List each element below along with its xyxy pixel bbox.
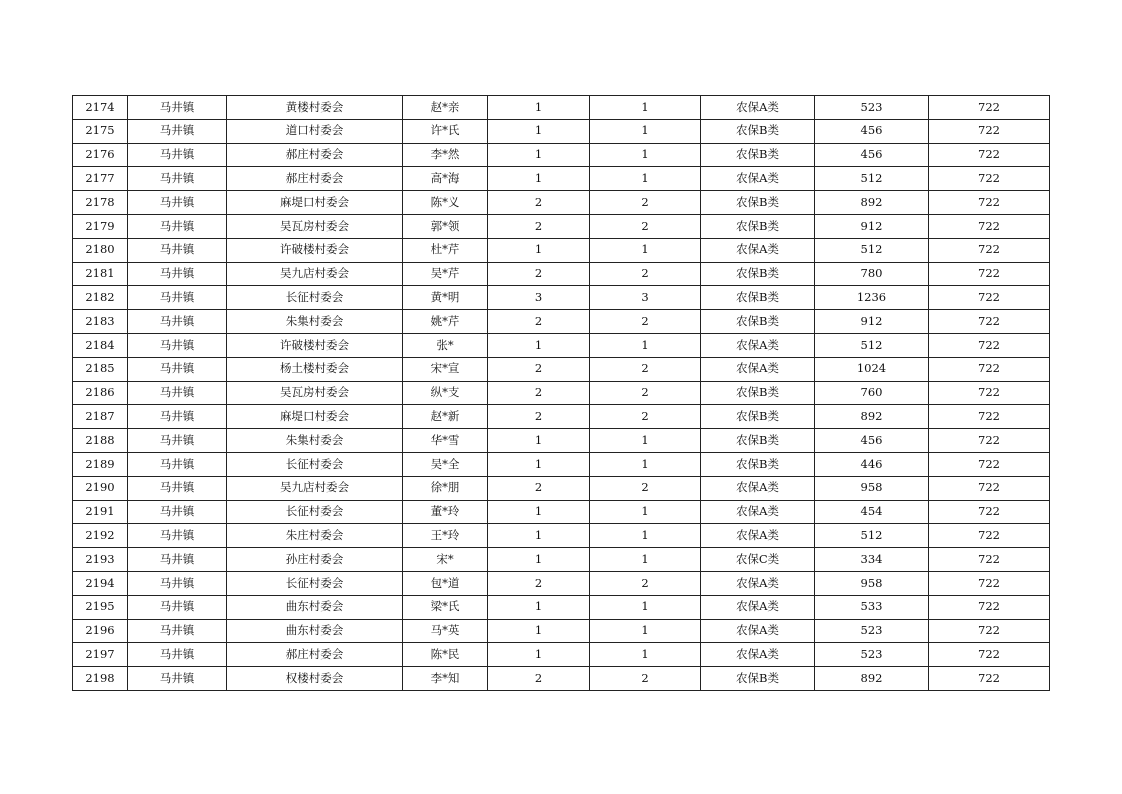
cell-name: 董*玲 bbox=[403, 500, 488, 524]
cell-name: 高*海 bbox=[403, 167, 488, 191]
cell-amount: 334 bbox=[815, 548, 929, 572]
table-row bbox=[73, 452, 1050, 476]
table-row bbox=[73, 381, 1050, 405]
cell-count-a: 2 bbox=[488, 357, 590, 381]
cell-town: 马井镇 bbox=[128, 191, 227, 215]
cell-row-number: 2178 bbox=[73, 191, 128, 215]
cell-village-committee: 曲东村委会 bbox=[227, 619, 403, 643]
cell-standard: 722 bbox=[929, 619, 1050, 643]
cell-amount: 523 bbox=[815, 619, 929, 643]
table-row bbox=[73, 667, 1050, 691]
table-row bbox=[73, 238, 1050, 262]
cell-count-a: 1 bbox=[488, 619, 590, 643]
cell-name: 华*雪 bbox=[403, 429, 488, 453]
table-row bbox=[73, 262, 1050, 286]
cell-row-number: 2196 bbox=[73, 619, 128, 643]
cell-row-number: 2184 bbox=[73, 333, 128, 357]
cell-amount: 512 bbox=[815, 524, 929, 548]
cell-count-a: 2 bbox=[488, 381, 590, 405]
cell-count-a: 1 bbox=[488, 452, 590, 476]
cell-name: 马*英 bbox=[403, 619, 488, 643]
cell-count-b: 2 bbox=[590, 476, 701, 500]
cell-count-a: 2 bbox=[488, 262, 590, 286]
cell-amount: 533 bbox=[815, 595, 929, 619]
cell-count-a: 1 bbox=[488, 548, 590, 572]
cell-row-number: 2181 bbox=[73, 262, 128, 286]
table-body bbox=[73, 96, 1050, 691]
cell-count-a: 2 bbox=[488, 667, 590, 691]
cell-standard: 722 bbox=[929, 357, 1050, 381]
cell-insurance-type: 农保B类 bbox=[701, 310, 815, 334]
cell-amount: 958 bbox=[815, 476, 929, 500]
cell-town: 马井镇 bbox=[128, 429, 227, 453]
cell-standard: 722 bbox=[929, 262, 1050, 286]
cell-name: 宋*宣 bbox=[403, 357, 488, 381]
cell-town: 马井镇 bbox=[128, 405, 227, 429]
cell-row-number: 2187 bbox=[73, 405, 128, 429]
cell-count-b: 1 bbox=[590, 143, 701, 167]
cell-town: 马井镇 bbox=[128, 238, 227, 262]
cell-town: 马井镇 bbox=[128, 595, 227, 619]
cell-village-committee: 吴瓦房村委会 bbox=[227, 381, 403, 405]
cell-count-b: 2 bbox=[590, 667, 701, 691]
cell-standard: 722 bbox=[929, 96, 1050, 120]
cell-count-a: 1 bbox=[488, 429, 590, 453]
cell-insurance-type: 农保A类 bbox=[701, 643, 815, 667]
cell-name: 黄*明 bbox=[403, 286, 488, 310]
cell-count-a: 2 bbox=[488, 571, 590, 595]
cell-count-a: 2 bbox=[488, 405, 590, 429]
cell-insurance-type: 农保B类 bbox=[701, 405, 815, 429]
table-row bbox=[73, 429, 1050, 453]
cell-insurance-type: 农保C类 bbox=[701, 548, 815, 572]
cell-standard: 722 bbox=[929, 429, 1050, 453]
cell-village-committee: 许破楼村委会 bbox=[227, 333, 403, 357]
cell-name: 姚*芹 bbox=[403, 310, 488, 334]
cell-standard: 722 bbox=[929, 476, 1050, 500]
cell-count-b: 1 bbox=[590, 524, 701, 548]
cell-village-committee: 朱庄村委会 bbox=[227, 524, 403, 548]
cell-name: 赵*新 bbox=[403, 405, 488, 429]
cell-village-committee: 郝庄村委会 bbox=[227, 167, 403, 191]
cell-amount: 912 bbox=[815, 310, 929, 334]
cell-insurance-type: 农保A类 bbox=[701, 357, 815, 381]
cell-row-number: 2191 bbox=[73, 500, 128, 524]
cell-count-b: 1 bbox=[590, 619, 701, 643]
table-row bbox=[73, 571, 1050, 595]
cell-row-number: 2175 bbox=[73, 119, 128, 143]
cell-name: 徐*朋 bbox=[403, 476, 488, 500]
cell-count-b: 1 bbox=[590, 333, 701, 357]
cell-town: 马井镇 bbox=[128, 500, 227, 524]
cell-village-committee: 许破楼村委会 bbox=[227, 238, 403, 262]
cell-standard: 722 bbox=[929, 571, 1050, 595]
cell-town: 马井镇 bbox=[128, 333, 227, 357]
cell-name: 赵*亲 bbox=[403, 96, 488, 120]
cell-town: 马井镇 bbox=[128, 667, 227, 691]
cell-count-b: 2 bbox=[590, 405, 701, 429]
table-row bbox=[73, 476, 1050, 500]
cell-town: 马井镇 bbox=[128, 96, 227, 120]
cell-town: 马井镇 bbox=[128, 381, 227, 405]
cell-name: 张* bbox=[403, 333, 488, 357]
cell-village-committee: 麻堤口村委会 bbox=[227, 191, 403, 215]
cell-insurance-type: 农保B类 bbox=[701, 191, 815, 215]
cell-count-b: 1 bbox=[590, 238, 701, 262]
cell-amount: 512 bbox=[815, 238, 929, 262]
cell-standard: 722 bbox=[929, 143, 1050, 167]
cell-row-number: 2198 bbox=[73, 667, 128, 691]
cell-village-committee: 吴九店村委会 bbox=[227, 262, 403, 286]
table-row bbox=[73, 143, 1050, 167]
data-table bbox=[72, 95, 1050, 691]
cell-insurance-type: 农保A类 bbox=[701, 619, 815, 643]
cell-name: 王*玲 bbox=[403, 524, 488, 548]
cell-count-b: 2 bbox=[590, 381, 701, 405]
cell-standard: 722 bbox=[929, 191, 1050, 215]
cell-town: 马井镇 bbox=[128, 524, 227, 548]
cell-count-a: 1 bbox=[488, 524, 590, 548]
cell-insurance-type: 农保A类 bbox=[701, 571, 815, 595]
cell-count-b: 2 bbox=[590, 310, 701, 334]
cell-name: 郭*领 bbox=[403, 214, 488, 238]
cell-standard: 722 bbox=[929, 643, 1050, 667]
cell-count-b: 1 bbox=[590, 452, 701, 476]
table-row bbox=[73, 619, 1050, 643]
cell-village-committee: 孙庄村委会 bbox=[227, 548, 403, 572]
cell-village-committee: 长征村委会 bbox=[227, 452, 403, 476]
cell-standard: 722 bbox=[929, 286, 1050, 310]
cell-row-number: 2189 bbox=[73, 452, 128, 476]
cell-count-b: 1 bbox=[590, 96, 701, 120]
table-row bbox=[73, 96, 1050, 120]
cell-count-b: 2 bbox=[590, 571, 701, 595]
cell-row-number: 2174 bbox=[73, 96, 128, 120]
cell-village-committee: 杨土楼村委会 bbox=[227, 357, 403, 381]
table-row bbox=[73, 119, 1050, 143]
cell-village-committee: 黄楼村委会 bbox=[227, 96, 403, 120]
cell-insurance-type: 农保B类 bbox=[701, 143, 815, 167]
table-row bbox=[73, 548, 1050, 572]
cell-name: 李*然 bbox=[403, 143, 488, 167]
cell-insurance-type: 农保B类 bbox=[701, 119, 815, 143]
cell-name: 包*道 bbox=[403, 571, 488, 595]
cell-amount: 912 bbox=[815, 214, 929, 238]
cell-amount: 512 bbox=[815, 333, 929, 357]
cell-amount: 446 bbox=[815, 452, 929, 476]
cell-village-committee: 长征村委会 bbox=[227, 286, 403, 310]
cell-standard: 722 bbox=[929, 500, 1050, 524]
cell-village-committee: 道口村委会 bbox=[227, 119, 403, 143]
cell-town: 马井镇 bbox=[128, 167, 227, 191]
cell-standard: 722 bbox=[929, 524, 1050, 548]
cell-amount: 456 bbox=[815, 429, 929, 453]
cell-town: 马井镇 bbox=[128, 262, 227, 286]
cell-insurance-type: 农保B类 bbox=[701, 667, 815, 691]
cell-town: 马井镇 bbox=[128, 310, 227, 334]
table-row bbox=[73, 405, 1050, 429]
cell-insurance-type: 农保B类 bbox=[701, 429, 815, 453]
cell-count-b: 3 bbox=[590, 286, 701, 310]
cell-town: 马井镇 bbox=[128, 286, 227, 310]
cell-town: 马井镇 bbox=[128, 619, 227, 643]
cell-amount: 456 bbox=[815, 119, 929, 143]
cell-name: 梁*氏 bbox=[403, 595, 488, 619]
cell-count-b: 2 bbox=[590, 191, 701, 215]
cell-count-a: 1 bbox=[488, 143, 590, 167]
cell-row-number: 2194 bbox=[73, 571, 128, 595]
cell-count-b: 1 bbox=[590, 595, 701, 619]
cell-village-committee: 郝庄村委会 bbox=[227, 643, 403, 667]
cell-amount: 1024 bbox=[815, 357, 929, 381]
cell-standard: 722 bbox=[929, 119, 1050, 143]
cell-count-b: 1 bbox=[590, 500, 701, 524]
cell-insurance-type: 农保A类 bbox=[701, 333, 815, 357]
cell-name: 吴*芹 bbox=[403, 262, 488, 286]
cell-count-b: 2 bbox=[590, 357, 701, 381]
cell-amount: 892 bbox=[815, 191, 929, 215]
cell-name: 杜*芹 bbox=[403, 238, 488, 262]
cell-village-committee: 朱集村委会 bbox=[227, 429, 403, 453]
table-row bbox=[73, 500, 1050, 524]
cell-row-number: 2195 bbox=[73, 595, 128, 619]
cell-count-b: 1 bbox=[590, 119, 701, 143]
cell-insurance-type: 农保B类 bbox=[701, 262, 815, 286]
cell-count-a: 2 bbox=[488, 214, 590, 238]
table-row bbox=[73, 524, 1050, 548]
table-row bbox=[73, 357, 1050, 381]
cell-standard: 722 bbox=[929, 167, 1050, 191]
cell-town: 马井镇 bbox=[128, 214, 227, 238]
cell-amount: 454 bbox=[815, 500, 929, 524]
cell-count-b: 2 bbox=[590, 262, 701, 286]
cell-standard: 722 bbox=[929, 333, 1050, 357]
cell-row-number: 2190 bbox=[73, 476, 128, 500]
cell-row-number: 2192 bbox=[73, 524, 128, 548]
cell-row-number: 2182 bbox=[73, 286, 128, 310]
cell-standard: 722 bbox=[929, 381, 1050, 405]
cell-name: 吴*全 bbox=[403, 452, 488, 476]
cell-village-committee: 长征村委会 bbox=[227, 571, 403, 595]
cell-count-a: 1 bbox=[488, 500, 590, 524]
cell-row-number: 2193 bbox=[73, 548, 128, 572]
cell-insurance-type: 农保B类 bbox=[701, 286, 815, 310]
cell-name: 许*氏 bbox=[403, 119, 488, 143]
cell-town: 马井镇 bbox=[128, 571, 227, 595]
cell-count-b: 2 bbox=[590, 214, 701, 238]
cell-insurance-type: 农保A类 bbox=[701, 238, 815, 262]
cell-town: 马井镇 bbox=[128, 119, 227, 143]
cell-row-number: 2197 bbox=[73, 643, 128, 667]
cell-village-committee: 郝庄村委会 bbox=[227, 143, 403, 167]
cell-row-number: 2179 bbox=[73, 214, 128, 238]
cell-insurance-type: 农保B类 bbox=[701, 452, 815, 476]
cell-count-a: 3 bbox=[488, 286, 590, 310]
cell-count-a: 1 bbox=[488, 333, 590, 357]
table-row bbox=[73, 643, 1050, 667]
cell-town: 马井镇 bbox=[128, 476, 227, 500]
cell-village-committee: 朱集村委会 bbox=[227, 310, 403, 334]
cell-count-a: 1 bbox=[488, 643, 590, 667]
cell-count-a: 1 bbox=[488, 167, 590, 191]
cell-count-a: 1 bbox=[488, 96, 590, 120]
cell-count-a: 2 bbox=[488, 191, 590, 215]
cell-standard: 722 bbox=[929, 405, 1050, 429]
cell-count-b: 1 bbox=[590, 429, 701, 453]
table-row bbox=[73, 286, 1050, 310]
cell-count-a: 1 bbox=[488, 238, 590, 262]
cell-name: 陈*义 bbox=[403, 191, 488, 215]
cell-count-a: 1 bbox=[488, 595, 590, 619]
cell-amount: 456 bbox=[815, 143, 929, 167]
cell-amount: 523 bbox=[815, 96, 929, 120]
table-row bbox=[73, 333, 1050, 357]
cell-row-number: 2183 bbox=[73, 310, 128, 334]
cell-count-a: 2 bbox=[488, 476, 590, 500]
cell-standard: 722 bbox=[929, 452, 1050, 476]
cell-insurance-type: 农保A类 bbox=[701, 595, 815, 619]
cell-standard: 722 bbox=[929, 667, 1050, 691]
table-row bbox=[73, 310, 1050, 334]
cell-village-committee: 吴瓦房村委会 bbox=[227, 214, 403, 238]
cell-town: 马井镇 bbox=[128, 143, 227, 167]
cell-town: 马井镇 bbox=[128, 452, 227, 476]
cell-standard: 722 bbox=[929, 595, 1050, 619]
cell-amount: 1236 bbox=[815, 286, 929, 310]
cell-town: 马井镇 bbox=[128, 548, 227, 572]
cell-village-committee: 麻堤口村委会 bbox=[227, 405, 403, 429]
cell-row-number: 2176 bbox=[73, 143, 128, 167]
table-row bbox=[73, 167, 1050, 191]
cell-count-a: 1 bbox=[488, 119, 590, 143]
cell-village-committee: 曲东村委会 bbox=[227, 595, 403, 619]
cell-village-committee: 吴九店村委会 bbox=[227, 476, 403, 500]
cell-row-number: 2188 bbox=[73, 429, 128, 453]
cell-count-a: 2 bbox=[488, 310, 590, 334]
cell-name: 宋* bbox=[403, 548, 488, 572]
cell-row-number: 2180 bbox=[73, 238, 128, 262]
cell-insurance-type: 农保B类 bbox=[701, 381, 815, 405]
cell-amount: 892 bbox=[815, 667, 929, 691]
cell-insurance-type: 农保A类 bbox=[701, 96, 815, 120]
cell-amount: 780 bbox=[815, 262, 929, 286]
cell-insurance-type: 农保B类 bbox=[701, 214, 815, 238]
cell-amount: 512 bbox=[815, 167, 929, 191]
cell-insurance-type: 农保A类 bbox=[701, 500, 815, 524]
cell-insurance-type: 农保A类 bbox=[701, 476, 815, 500]
cell-standard: 722 bbox=[929, 548, 1050, 572]
cell-count-b: 1 bbox=[590, 167, 701, 191]
cell-count-b: 1 bbox=[590, 643, 701, 667]
cell-village-committee: 长征村委会 bbox=[227, 500, 403, 524]
cell-amount: 892 bbox=[815, 405, 929, 429]
table-row bbox=[73, 595, 1050, 619]
cell-row-number: 2177 bbox=[73, 167, 128, 191]
cell-insurance-type: 农保A类 bbox=[701, 167, 815, 191]
cell-town: 马井镇 bbox=[128, 357, 227, 381]
cell-insurance-type: 农保A类 bbox=[701, 524, 815, 548]
cell-standard: 722 bbox=[929, 238, 1050, 262]
cell-amount: 958 bbox=[815, 571, 929, 595]
cell-count-b: 1 bbox=[590, 548, 701, 572]
cell-row-number: 2185 bbox=[73, 357, 128, 381]
cell-name: 陈*民 bbox=[403, 643, 488, 667]
cell-standard: 722 bbox=[929, 310, 1050, 334]
cell-amount: 523 bbox=[815, 643, 929, 667]
cell-name: 纵*支 bbox=[403, 381, 488, 405]
document-page bbox=[72, 95, 1049, 691]
cell-town: 马井镇 bbox=[128, 643, 227, 667]
cell-village-committee: 权楼村委会 bbox=[227, 667, 403, 691]
cell-standard: 722 bbox=[929, 214, 1050, 238]
cell-row-number: 2186 bbox=[73, 381, 128, 405]
table-row bbox=[73, 191, 1050, 215]
cell-name: 李*知 bbox=[403, 667, 488, 691]
cell-amount: 760 bbox=[815, 381, 929, 405]
table-row bbox=[73, 214, 1050, 238]
